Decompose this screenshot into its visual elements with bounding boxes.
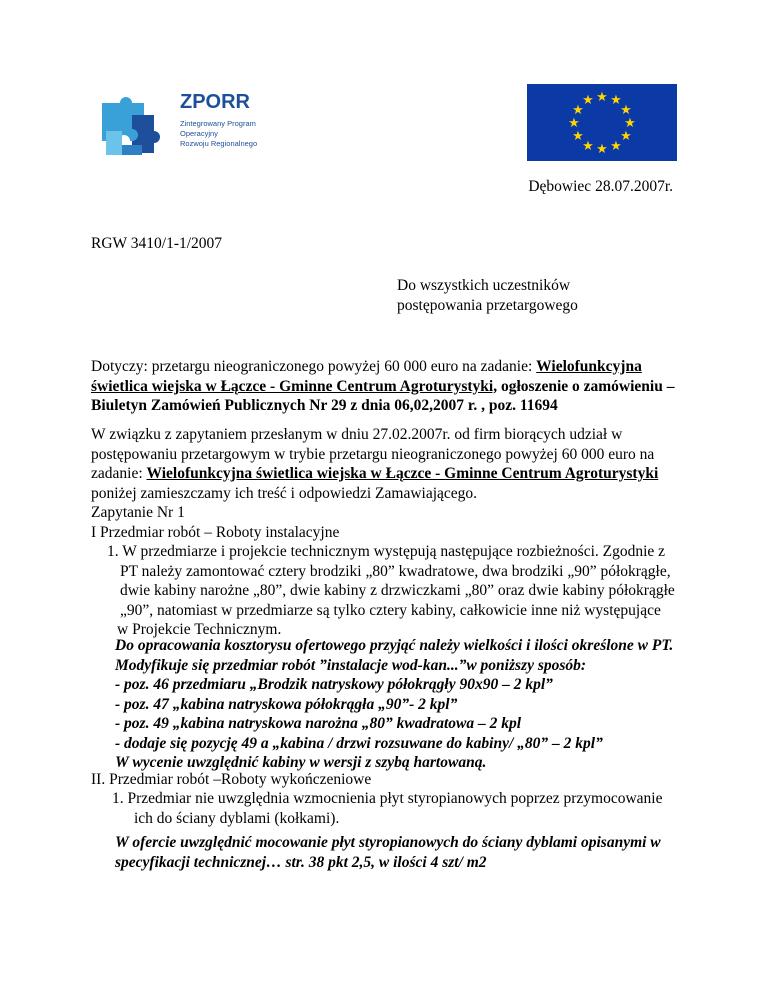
section-1-title: I Przedmiar robót – Roboty instalacyjne (91, 523, 340, 541)
reference-number: RGW 3410/1-1/2007 (91, 235, 223, 252)
document-date: Dębowiec 28.07.2007r. (528, 178, 673, 195)
answer-2: W ofercie uwzględnić mocowanie płyt styropianowych do ściany dyblami opisanymi w specyfikacji technicznej… str. 38 pkt 2,5, w ilości 4 szt/ m2 (115, 834, 661, 871)
svg-text:★: ★ (596, 142, 608, 157)
svg-text:★: ★ (620, 103, 632, 118)
svg-text:★: ★ (572, 103, 584, 118)
svg-text:★: ★ (596, 90, 608, 105)
subject-paragraph: Dotyczy: przetargu nieograniczonego powyżej 60 000 euro na zadanie: Wielofunkcyjna świetlica wiejska w Łączce - Gminne Centrum Agroturystyki, ogłoszenie o zamówieniu – Biuletyn Zamówień Publicznych Nr 29 z dnia 06,02,2007 r. , poz. 11694 (91, 358, 675, 414)
addressee: Do wszystkich uczestników postępowania przetargowego (397, 277, 578, 314)
answer-1: Do opracowania kosztorysu ofertowego przyjąć należy wielkości i ilości określone w PT. Modyfikuje się przedmiar robót ”instalacje wod-kan...”w poniższy sposób: - poz. 46 przedmiaru „Brodzik natryskowy półokrągły 90x90 – 2 kpl” - poz. 47 „kabina natryskowa półokrągła „90”- 2 kpl” - poz. 49 „kabina natryskowa narożna „80” kwadratowa – 2 kpl - dodaje się pozycję 49 a „kabina / drzwi rozsuwane do kabiny/ „80” – 2 kpl” W wycenie uwzględnić kabiny w wersji z szybą hartowaną. (115, 637, 674, 771)
svg-text:★: ★ (582, 139, 594, 154)
question-header: Zapytanie Nr 1 I Przedmiar robót – Roboty instalacyjne (91, 503, 677, 542)
svg-text:★: ★ (582, 93, 594, 108)
svg-text:★: ★ (610, 93, 622, 108)
question-item-1: 1. W przedmiarze i projekcie technicznym występują następujące rozbieżności. Zgodnie z PT należy zamontować cztery brodziki „80” kwadratowe, dwa brodziki „90” półokrągłe, dwie kabiny narożne „80”, dwie kabiny z drzwiczkami „80” oraz dwie kabiny półokrągłe „90”, natomiast w przedmiarze są tylko cztery kabiny, całkowicie inne niż występujące w Projekcie Technicznym. (107, 543, 675, 638)
eu-flag-icon (527, 84, 677, 161)
svg-text:★: ★ (620, 129, 632, 144)
question-item-2: 1. Przedmiar nie uwzględnia wzmocnienia płyt styropianowych poprzez przymocowanie ich do ściany dyblami (kołkami). (112, 790, 663, 827)
eu-stars (527, 84, 677, 161)
zporr-logo (92, 85, 260, 163)
section-2-title: II. Przedmiar robót –Roboty wykończeniowe (91, 771, 372, 788)
svg-text:★: ★ (624, 116, 636, 131)
zporr-subtitle: Zintegrowany Program Operacyjny Rozwoju Regionalnego (180, 119, 258, 148)
svg-text:★: ★ (568, 116, 580, 131)
zporr-title: ZPORR (180, 91, 250, 113)
intro-paragraph: W związku z zapytaniem przesłanym w dniu 27.02.2007r. od firm biorących udział w postępowaniu przetargowym w trybie przetargu nieograniczonego powyżej 60 000 euro na zadanie: Wielofunkcyjna świetlica wiejska w Łączce - Gminne Centrum Agroturystyki poniżej zamieszczamy ich treść i odpowiedzi Zamawiającego. (91, 426, 659, 502)
svg-text:★: ★ (572, 129, 584, 144)
svg-text:★: ★ (610, 139, 622, 154)
